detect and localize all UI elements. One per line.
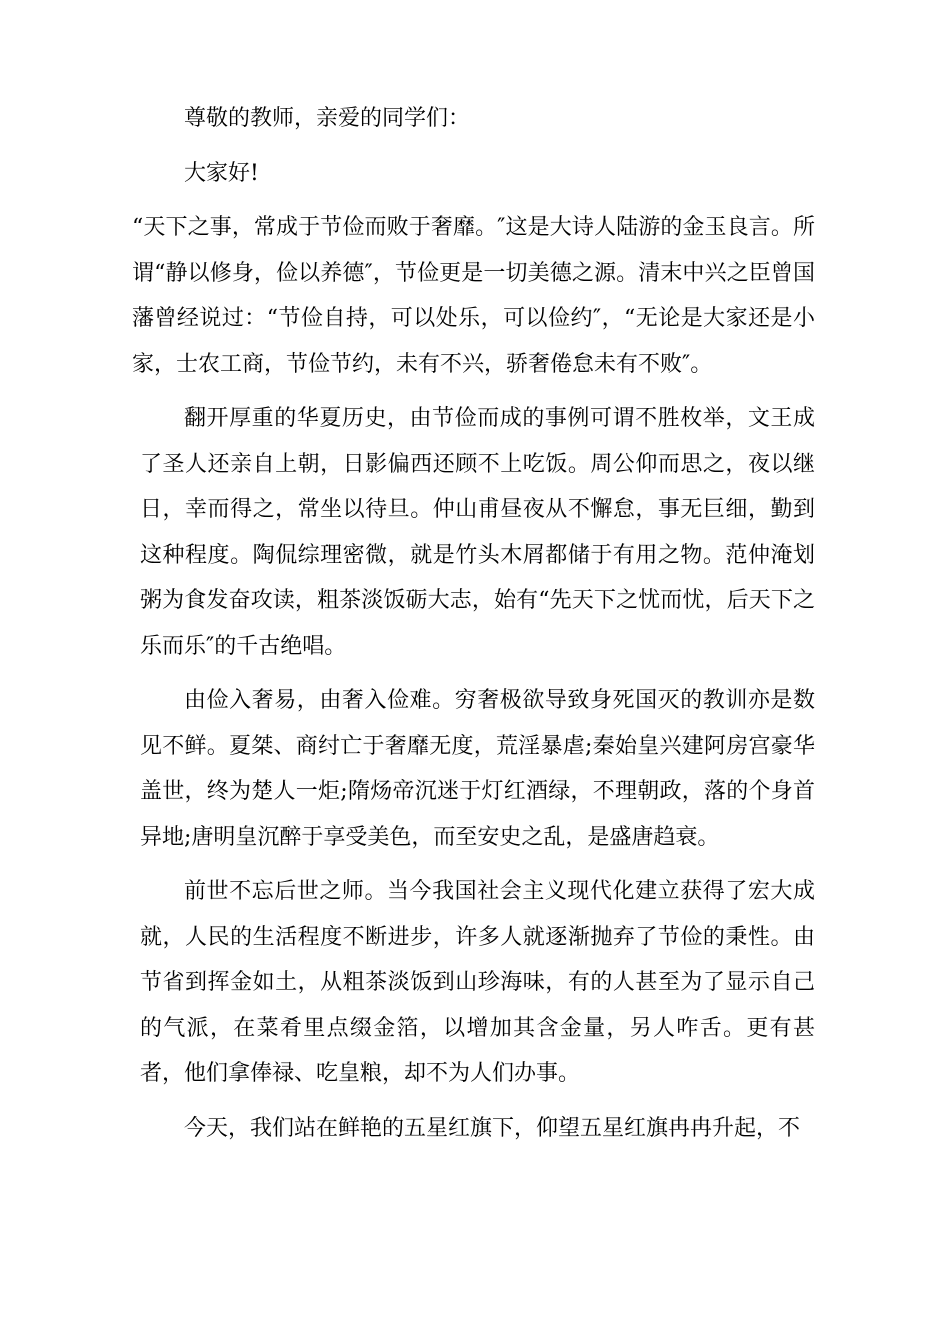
paragraph-2: 翻开厚重的华夏历史，由节俭而成的事例可谓不胜枚举，文王成了圣人还亲自上朝，日影偏西还顾不上吃饭。周公仰而思之，夜以继日，幸而得之，常坐以待旦。仲山甫昼夜从不懈怠，事无巨细，勤到这种程度。陶侃综理密微，就是竹头木屑都储于有用之物。范仲淹划粥为食发奋攻读，粗茶淡饭砺大志，始有“先天下之忧而忧，后天下之乐而乐″的千古绝唱。 xyxy=(140,406,815,659)
paragraph-5: 今天，我们站在鲜艳的五星红旗下，仰望五星红旗冉冉升起，不 xyxy=(184,1115,801,1141)
paragraph-4: 前世不忘后世之师。当今我国社会主义现代化建立获得了宏大成就，人民的生活程度不断进步，许多人就逐渐抛弃了节俭的秉性。由节省到挥金如土，从粗茶淡饭到山珍海味，有的人甚至为了显示自己的气派，在菜肴里点缀金箔，以增加其含金量，另人咋舌。更有甚者，他们拿俸禄、吃皇粮，却不为人们办事。 xyxy=(140,879,815,1086)
hello-line: 大家好! xyxy=(184,160,259,186)
greeting-line: 尊敬的教师，亲爱的同学们： xyxy=(184,106,471,131)
paragraph-3: 由俭入奢易，由奢入俭难。穷奢极欲导致身死国灭的教训亦是数见不鲜。夏桀、商纣亡于奢靡无度，荒淫暴虐;秦始皇兴建阿房宫豪华盖世，终为楚人一炬;隋炀帝沉迷于灯红酒绿，不理朝政，落的个身首异地;唐明皇沉醉于享受美色，而至安史之乱，是盛唐趋衰。 xyxy=(140,688,815,850)
speech-body xyxy=(132,96,815,1151)
paragraph-1: “天下之事，常成于节俭而败于奢靡。″这是大诗人陆游的金玉良言。所谓“静以修身，俭以养德″，节俭更是一切美德之源。清末中兴之臣曾国藩曾经说过：“节俭自持，可以处乐，可以俭约″，“无论是大家还是小家，士农工商，节俭节约，未有不兴，骄奢倦怠未有不败″。 xyxy=(132,215,815,377)
